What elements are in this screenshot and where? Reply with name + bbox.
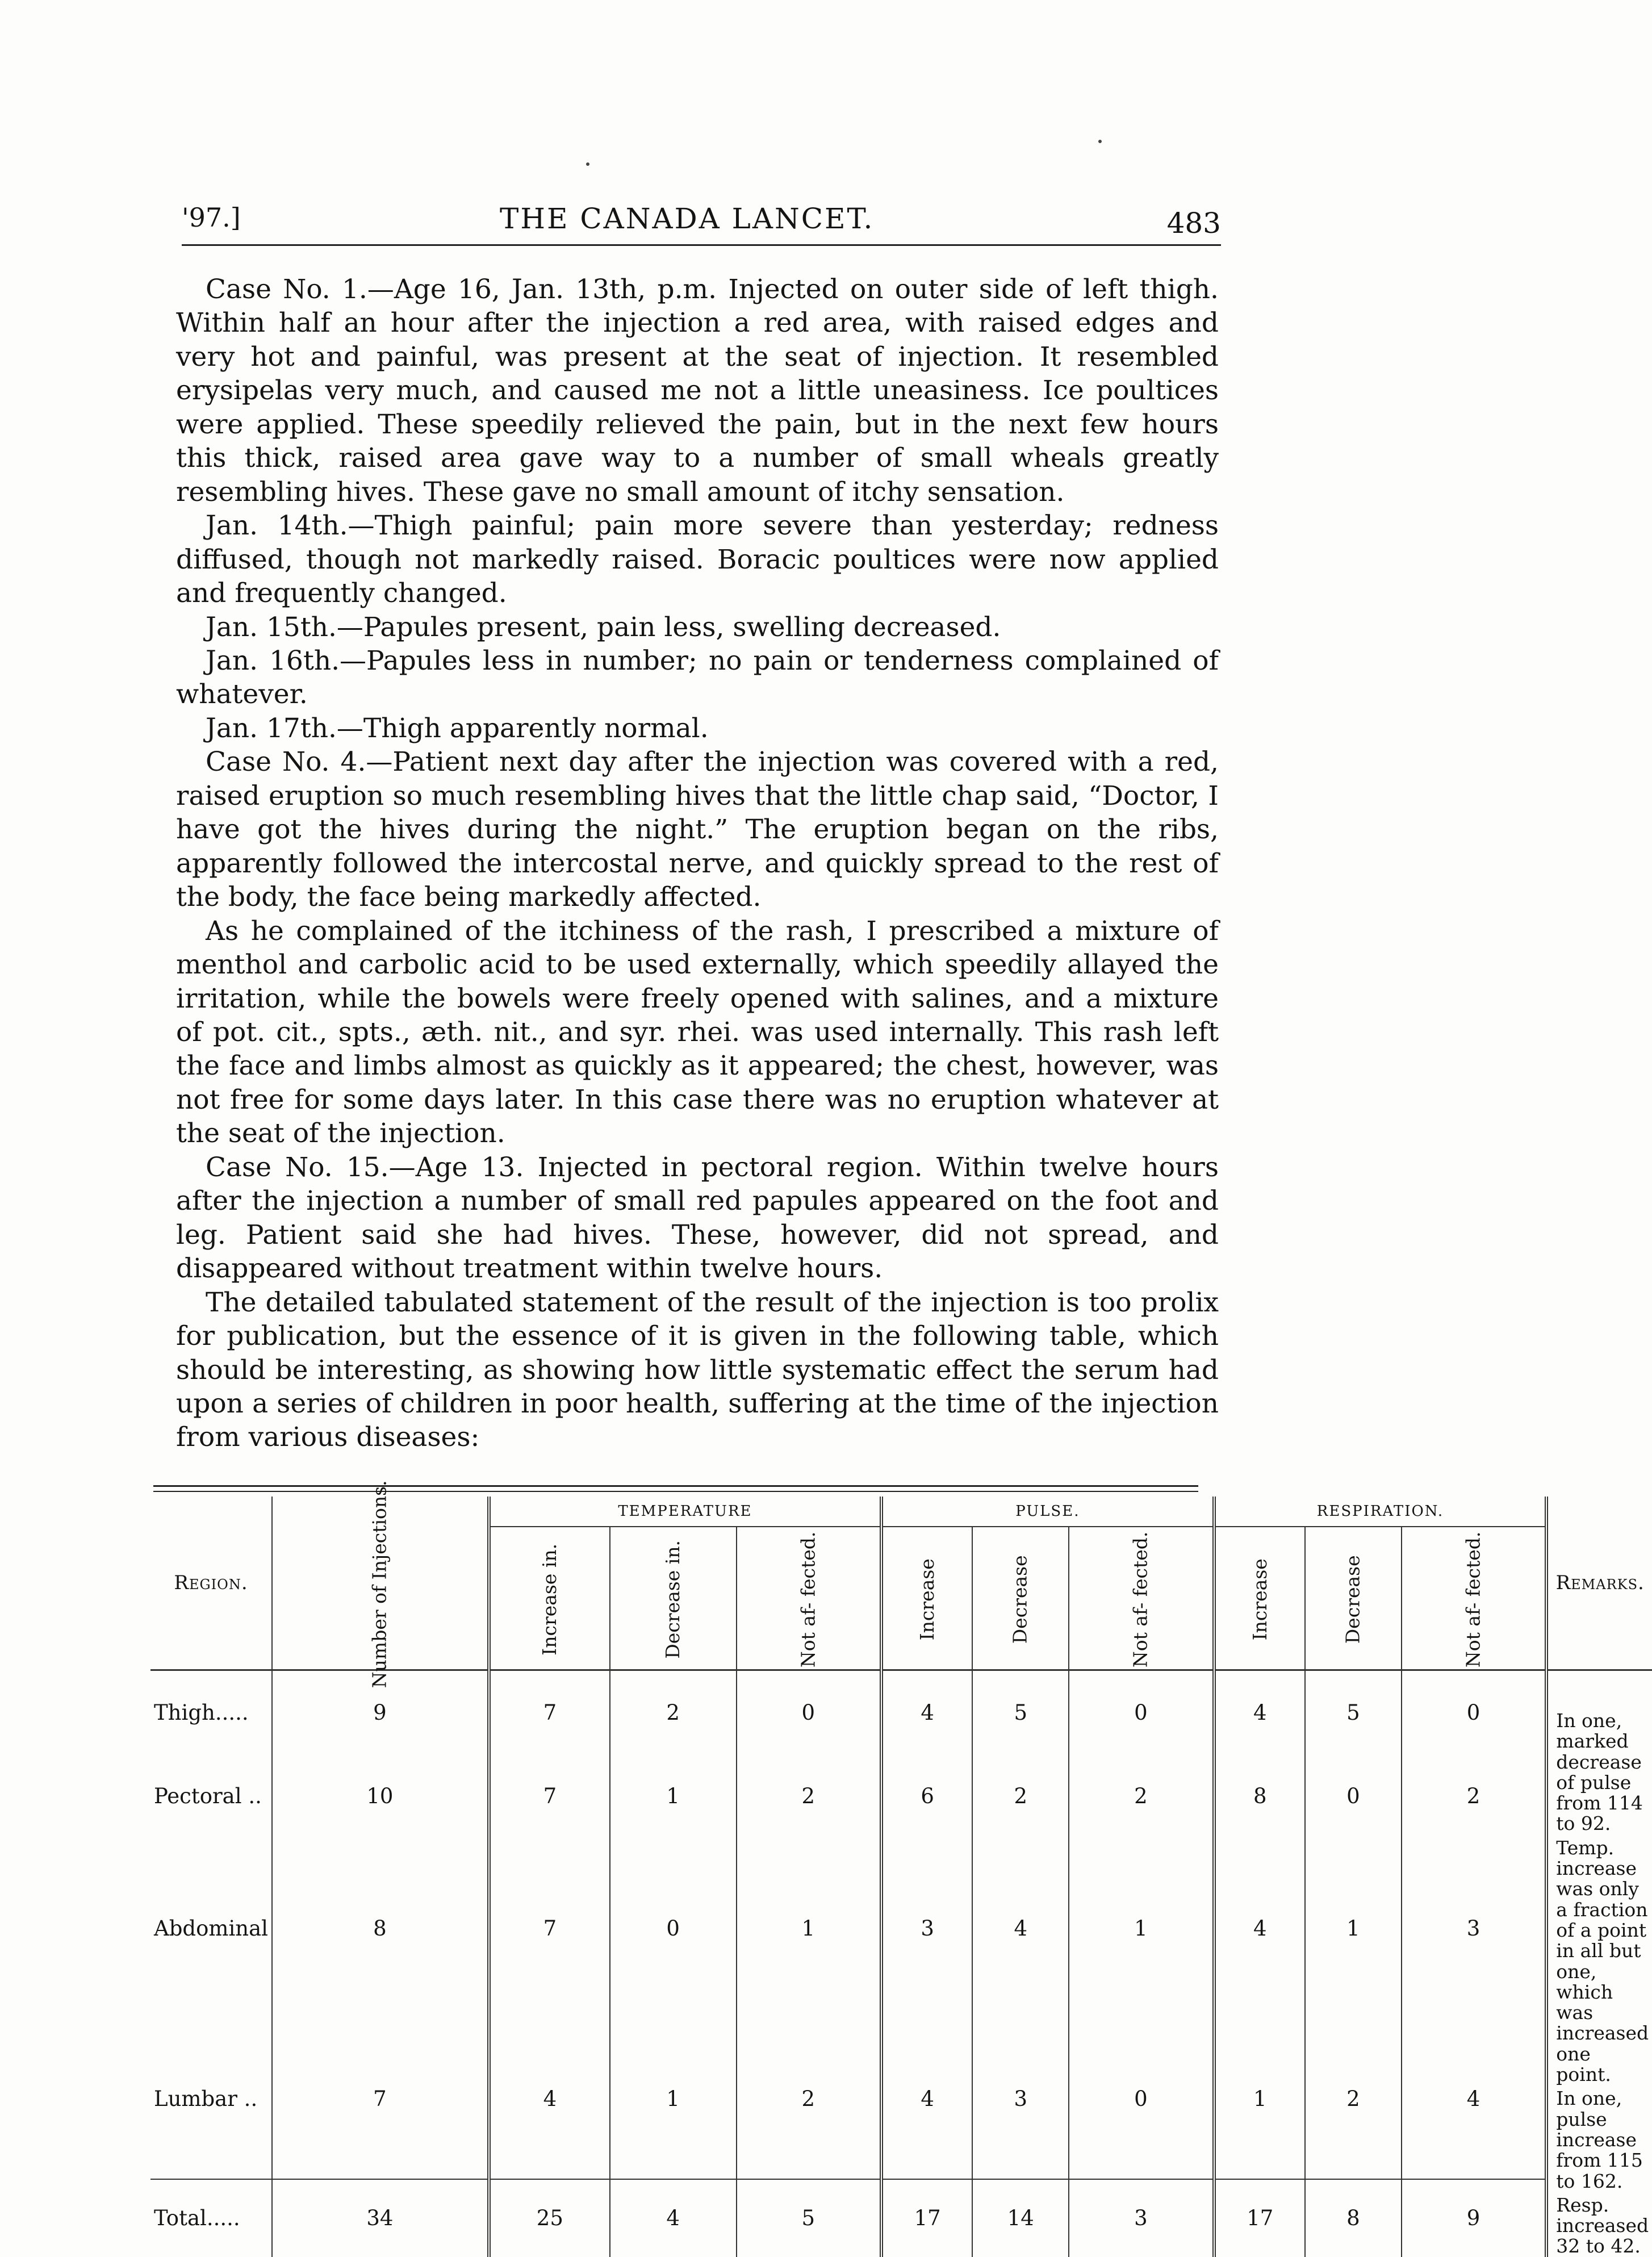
results-table: [150, 1479, 1652, 2257]
table-row-lumbar: [150, 2019, 1652, 2179]
paragraph: Jan. 15th.—Papules present, pain less, swelling decreased.: [206, 611, 1001, 643]
article-body: [176, 273, 1219, 1454]
pulse-not-affected-header: Not af- fected.: [1069, 1527, 1214, 1670]
resp-inc-cell: 1: [1214, 2019, 1305, 2179]
resp-na-cell: 4: [1402, 2019, 1546, 2179]
region-header: Region.: [150, 1497, 272, 1670]
total-injections: 34: [272, 2179, 489, 2257]
temp-inc-cell: 7: [489, 1755, 610, 1838]
region-cell: Abdominal: [154, 1916, 269, 1941]
temp-na-cell: 0: [737, 1670, 881, 1755]
pulse-inc-cell: 6: [881, 1755, 972, 1838]
total-resp-dec: 8: [1305, 2179, 1402, 2257]
paragraph: Case No. 15.—Age 13. Injected in pectoral region. Within twelve hours after the injection a number of small red papules appeared on the foot and leg. Patient said she had hives. These, however, did not spread, and disappeared without treatment within twelve hours.: [176, 1151, 1219, 1285]
resp-increase-header: Increase: [1214, 1527, 1305, 1670]
resp-dec-cell: 5: [1305, 1670, 1402, 1755]
pulse-na-cell: 1: [1069, 1838, 1214, 2019]
resp-decrease-header: Decrease: [1305, 1527, 1402, 1670]
pulse-dec-cell: 3: [972, 2019, 1069, 2179]
injections-cell: 10: [272, 1755, 489, 1838]
temp-dec-cell: 1: [610, 2019, 737, 2179]
remark-item: In one, pulse increase from 115 to 162.: [1556, 2087, 1643, 2192]
paragraph: Case No. 4.—Patient next day after the injection was covered with a red, raised eruption so much resembling hives that the little chap said, “Doctor, I have got the hives during the night.” The eruption began on the ribs, apparently followed the intercostal nerve, and quickly spread to the rest of the body, the face being markedly affected.: [176, 746, 1219, 913]
pulse-inc-cell: 4: [881, 1670, 972, 1755]
total-temp-inc: 25: [489, 2179, 610, 2257]
table-top-rule: [153, 1485, 1198, 1487]
resp-inc-cell: 4: [1214, 1670, 1305, 1755]
total-pulse-dec: 14: [972, 2179, 1069, 2257]
paragraph: Jan. 17th.—Thigh apparently normal.: [206, 712, 709, 744]
injections-cell: 8: [272, 1838, 489, 2019]
page-number: 483: [1166, 207, 1221, 240]
pulse-inc-cell: 3: [881, 1838, 972, 2019]
table-row-total: [150, 2179, 1652, 2257]
total-resp-na: 9: [1402, 2179, 1546, 2257]
table-row-abdominal: [150, 1838, 1652, 2019]
page-header: [182, 199, 1221, 246]
resp-dec-cell: 1: [1305, 1838, 1402, 2019]
resp-not-affected-header: Not af- fected.: [1402, 1527, 1546, 1670]
pulse-dec-cell: 5: [972, 1670, 1069, 1755]
total-temp-na: 5: [737, 2179, 881, 2257]
pulse-na-cell: 0: [1069, 2019, 1214, 2179]
injections-cell: 7: [272, 2019, 489, 2179]
respiration-header: RESPIRATION.: [1214, 1497, 1547, 1527]
temp-increase-header: Increase in.: [489, 1527, 610, 1670]
pulse-decrease-header: Decrease: [972, 1527, 1069, 1670]
region-cell: Pectoral ..: [154, 1784, 262, 1809]
pulse-inc-cell: 4: [881, 2019, 972, 2179]
resp-na-cell: 0: [1402, 1670, 1546, 1755]
remarks-header: Remarks.: [1546, 1497, 1652, 1670]
paragraph: As he complained of the itchiness of the rash, I prescribed a mixture of menthol and carbolic acid to be used externally, which speedily allayed the irritation, while the bowels were freely opened with salines, and a mixture of pot. cit., spts., æth. nit., and syr. rhei. was used internally. This rash left the face and limbs almost as quickly as it appeared; the chest, however, was not free for some days later. In this case there was no eruption whatever at the seat of the injection.: [176, 915, 1219, 1150]
temp-na-cell: 2: [737, 2019, 881, 2179]
resp-dec-cell: 0: [1305, 1755, 1402, 1838]
total-resp-inc: 17: [1214, 2179, 1305, 2257]
pulse-dec-cell: 4: [972, 1838, 1069, 2019]
table-top-rule: [153, 1491, 1198, 1492]
print-speck: [586, 162, 589, 166]
table-row-pectoral: [150, 1755, 1652, 1838]
pulse-increase-header: Increase: [881, 1527, 972, 1670]
paragraph: Jan. 14th.—Thigh painful; pain more severe than yesterday; redness diffused, though not markedly raised. Boracic poultices were now applied and frequently changed.: [176, 510, 1219, 609]
temp-dec-cell: 2: [610, 1670, 737, 1755]
pulse-dec-cell: 2: [972, 1755, 1069, 1838]
pulse-na-cell: 0: [1069, 1670, 1214, 1755]
table-group-header-row: [150, 1497, 1652, 1527]
resp-inc-cell: 8: [1214, 1755, 1305, 1838]
journal-title: THE CANADA LANCET.: [500, 202, 875, 235]
header-year: '97.]: [182, 202, 241, 233]
region-cell: Thigh.....: [154, 1700, 249, 1725]
temp-inc-cell: 7: [489, 1838, 610, 2019]
total-pulse-na: 3: [1069, 2179, 1214, 2257]
injections-cell: 9: [272, 1670, 489, 1755]
remark-item: Temp. increase was only a fraction of a point in all but one, which was increased one point.: [1556, 1836, 1649, 2086]
temp-not-affected-header: Not af- fected.: [737, 1527, 881, 1670]
remark-item: Resp. increased 32 to 42.: [1556, 2193, 1649, 2257]
temp-inc-cell: 7: [489, 1670, 610, 1755]
paragraph: The detailed tabulated statement of the result of the injection is too prolix for publication, but the essence of it is given in the following table, which should be interesting, as showing how little systematic effect the serum had upon a series of children in poor health, suffering at the time of the injection from various diseases:: [176, 1286, 1219, 1453]
injections-header: Number of Injections.: [272, 1497, 489, 1670]
total-temp-dec: 4: [610, 2179, 737, 2257]
print-speck: [1098, 140, 1102, 143]
pulse-header: PULSE.: [881, 1497, 1214, 1527]
remarks-cell: [1546, 1670, 1652, 2257]
resp-na-cell: 3: [1402, 1838, 1546, 2019]
pulse-na-cell: 2: [1069, 1755, 1214, 1838]
paragraph: Jan. 16th.—Papules less in number; no pain or tenderness complained of whatever.: [176, 645, 1219, 710]
temp-dec-cell: 0: [610, 1838, 737, 2019]
temperature-header: TEMPERATURE: [489, 1497, 881, 1527]
resp-inc-cell: 4: [1214, 1838, 1305, 2019]
temp-decrease-header: Decrease in.: [610, 1527, 737, 1670]
resp-dec-cell: 2: [1305, 2019, 1402, 2179]
total-pulse-inc: 17: [881, 2179, 972, 2257]
temp-inc-cell: 4: [489, 2019, 610, 2179]
temp-na-cell: 2: [737, 1755, 881, 1838]
region-cell: Lumbar ..: [154, 2086, 258, 2111]
resp-na-cell: 2: [1402, 1755, 1546, 1838]
temp-dec-cell: 1: [610, 1755, 737, 1838]
total-label: Total.....: [150, 2179, 272, 2257]
paragraph: Case No. 1.—Age 16, Jan. 13th, p.m. Injected on outer side of left thigh. Within half an hour after the injection a red area, with raised edges and very hot and painful, was present at the seat of injection. It resembled erysipelas very much, and caused me not a little uneasiness. Ice poultices were applied. These speedily relieved the pain, but in the next few hours this thick, raised area gave way to a number of small wheals greatly resembling hives. These gave no small amount of itchy sensation.: [176, 274, 1219, 508]
remark-item: In one, marked decrease of pulse from 114 to 92.: [1556, 1710, 1643, 1835]
temp-na-cell: 1: [737, 1838, 881, 2019]
